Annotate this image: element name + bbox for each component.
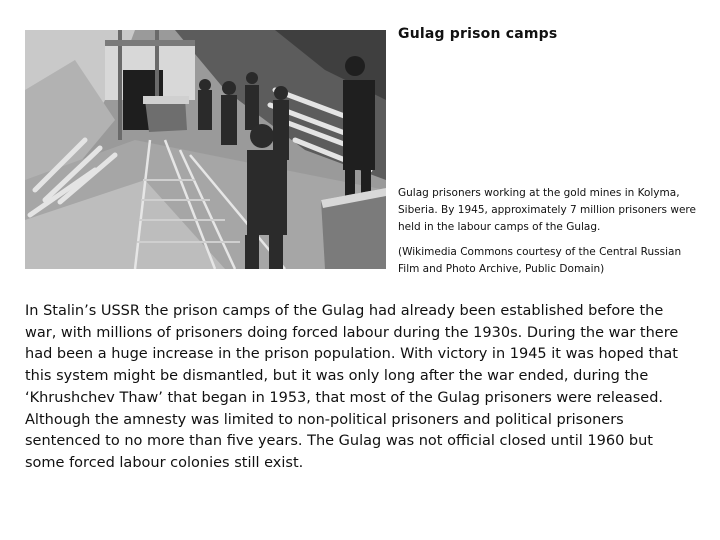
slide-title: Gulag prison camps [398,26,558,42]
gulag-photograph [25,30,386,269]
photo-credit: (Wikimedia Commons courtesy of the Central Russian Film and Photo Archive, Public Domain) [398,246,682,275]
photo-caption: Gulag prisoners working at the gold mines in Kolyma, Siberia. By 1945, approximately 7 million prisoners were held in the labour camps of the Gulag. [398,187,696,233]
body-paragraph: In Stalin’s USSR the prison camps of the Gulag had already been established before the war, with millions of prisoners doing forced labour during the 1930s. During the war there had been a huge increase in the prison population. With victory in 1945 it was hoped that this system might be dismantled, but it was only long after the war ended, during the ‘Khrushchev Thaw’ that began in 1953, that most of the Gulag prisoners were released. Although the amnesty was limited to non-political prisoners and political prisoners sentenced to no more than five years. The Gulag was not official closed until 1960 but some forced labour colonies still exist. [25,303,679,471]
photo-icon [25,30,386,269]
